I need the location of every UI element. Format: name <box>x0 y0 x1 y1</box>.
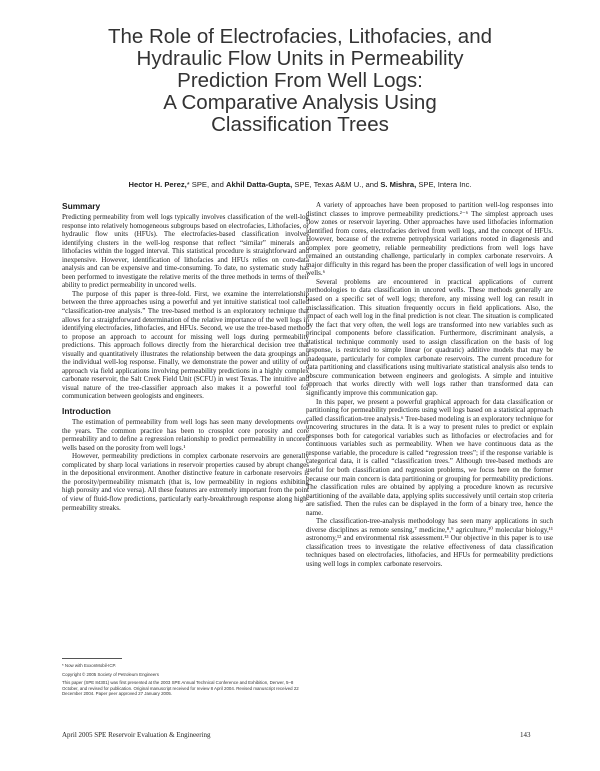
title-line: Hydraulic Flow Units in Permeability <box>136 47 464 70</box>
footnote-history: This paper (SPE 84301) was first presented at the 2003 SPE Annual Technical Conference and Exhibition, Denver, 5–8 October, and revised for publication. Original manuscript received for review 8 April 2004. Revised manuscript received 22 December 2004. Paper peer approved 27 January 2005. <box>62 680 299 697</box>
introduction-paragraph: The estimation of permeability from well logs has seen many developments over the years. The common practice has been to crossplot core porosity and core permeability and to define a regression relationship to predict permeability in uncored wells based on the porosity from well logs.¹ <box>62 418 309 452</box>
author-affiliation: SPE, Intera Inc. <box>416 180 472 189</box>
footnote-copyright: Copyright © 2005 Society of Petroleum Engineers <box>62 671 159 677</box>
author-line <box>20 180 580 189</box>
page-number: 143 <box>520 731 531 739</box>
body-paragraph: Several problems are encountered in practical applications of current methodologies to data classification in uncored wells. These methods generally are based on a specific set of well logs; therefore, any missing well log can result in misclassification. This situation frequently occurs in field applications. Also, the impact of each well log in the final prediction is not clear. The situation is complicated by the fact that very often, the well logs are transformed into new variables such as principal components before classification. Furthermore, discriminant analysis, a statistical technique commonly used to assign classification on the basis of log response, is restricted to simple linear (or quadratic) additive models that may be inadequate, particularly for complex carbonate reservoirs. The current procedure for data partitioning and classifications using multivariate statistical analysis also tends to obscure communication between engineers and geologists. A simple and intuitive approach that works directly with well logs rather than transformed data can significantly improve this communication gap. <box>306 277 553 398</box>
author-name: Akhil Datta-Gupta, <box>226 180 293 189</box>
summary-heading: Summary <box>62 201 101 211</box>
introduction-heading: Introduction <box>62 406 111 417</box>
footnotes <box>62 658 309 700</box>
paper-title <box>20 26 580 136</box>
body-paragraph: A variety of approaches have been proposed to partition well-log responses into distinct classes to improve permeability predictions.²⁻⁶ The simplest approach uses flow zones or reservoir layering. Other approaches have used lithofacies information identified from cores, electrofacies derived from well logs, and the concept of HFUs. However, because of the extreme petrophysical variations rooted in diagenesis and complex pore geometry, reliable permeability predictions from well logs have remained an outstanding challenge, particularly in complex carbonate reservoirs. A major difficulty in this regard has been the proper classification of well logs in uncored wells.⁶ <box>306 201 553 278</box>
author-name: S. Mishra, <box>380 180 417 189</box>
right-column <box>306 191 553 569</box>
column-spacer <box>62 191 309 201</box>
title-line: The Role of Electrofacies, Lithofacies, and <box>107 25 492 48</box>
left-column <box>62 191 309 512</box>
title-line: A Comparative Analysis Using <box>163 91 437 114</box>
introduction-paragraph: However, permeability predictions in complex carbonate reservoirs are generally complicated by sharp local variations in reservoir properties caused by abrupt changes in the depositional environment. Another distinctive feature in carbonate reservoirs is the porosity/permeability mismatch (that is, low permeability in regions exhibiting high porosity and vice versa). All these features are extremely important from the point of view of fluid-flow predictions, particularly early-breakthrough response along high-permeability streaks. <box>62 452 309 512</box>
body-paragraph: In this paper, we present a powerful graphical approach for data classification or partitioning for permeability predictions using well logs based on a statistical approach called classification-tree analysis.⁶ Tree-based modeling is an exploratory technique for uncovering structures in the data. It is a way to present rules to predict or explain responses both for categorical variables such as lithofacies or electrofacies and for continuous variables such as permeability. When we have continuous data as the response variable, the procedure is called “regression trees”; if the response variable is categorical data, it is called “classification trees.” Although tree-based methods are useful for both classification and regression problems, we focus here on the former because our main concern is data partitioning or grouping for permeability predictions. The classification rules are obtained by applying a procedure known as recursive partitioning of the available data, applying splits successively until certain stop criteria are satisfied. Then the rules can be displayed in the form of a binary tree, hence the name. <box>306 397 553 517</box>
journal-footer: April 2005 SPE Reservoir Evaluation & Engineering <box>62 731 211 739</box>
title-line: Prediction From Well Logs: <box>177 69 423 92</box>
author-name: Hector H. Perez, <box>128 180 187 189</box>
summary-paragraph: Predicting permeability from well logs typically involves classification of the well-log response into relatively homogeneous subgroups based on electrofacies, Lithofacies, or hydraulic flow units (HFUs). The electrofacies-based classification involves identifying clusters in the well-log response that reflect “similar” minerals and lithofacies within the logged interval. This statistical procedure is straightforward and inexpensive. However, identification of lithofacies and HFUs relies on core-data analysis and can be expensive and time-consuming. To date, no systematic study has been performed to investigate the relative merits of the three methods in terms of their ability to predict permeability in uncored wells. <box>62 213 309 290</box>
body-paragraph: The classification-tree-analysis methodology has seen many applications in such diverse disciplines as remote sensing,⁷ medicine,⁸,⁹ agriculture,¹⁰ molecular biology,¹¹ astronomy,¹² and environmental risk assessment.¹³ Our objective in this paper is to use classification trees to investigate the relative effectiveness of data classification techniques based on electrofacies, lithofacies, and HFUs for permeability predictions using well logs in complex carbonate reservoirs. <box>306 517 553 568</box>
author-affiliation: * SPE, and <box>186 180 226 189</box>
title-line: Classification Trees <box>211 113 389 136</box>
footnote-affiliation: * Now with ExxonMobil-ICP. <box>62 663 117 668</box>
summary-paragraph: The purpose of this paper is three-fold. First, we examine the interrelationship between the three approaches using a powerful and yet intuitive statistical tool called “classification-tree analysis.” The tree-based method is an exploratory technique that allows for a straightforward determination of the relative importance of the well logs in identifying electrofacies, lithofacies, and HFUs. Second, we use the tree-based method to propose an approach to account for missing well logs during permeability predictions. This approach follows directly from the hierarchical decision tree that visually and quantitatively illustrates the relationship between the data groupings and the individual well-log response. Finally, we demonstrate the power and utility of our approach via field applications involving permeability predictions in a highly complex carbonate reservoir, the Salt Creek Field Unit (SCFU) in west Texas. The intuitive and visual nature of the tree-classifier approach also makes it a powerful tool for communication between geologists and engineers. <box>62 289 309 401</box>
author-affiliation: SPE, Texas A&M U., and <box>292 180 381 189</box>
footnote-rule <box>62 658 122 659</box>
column-spacer <box>306 191 553 201</box>
